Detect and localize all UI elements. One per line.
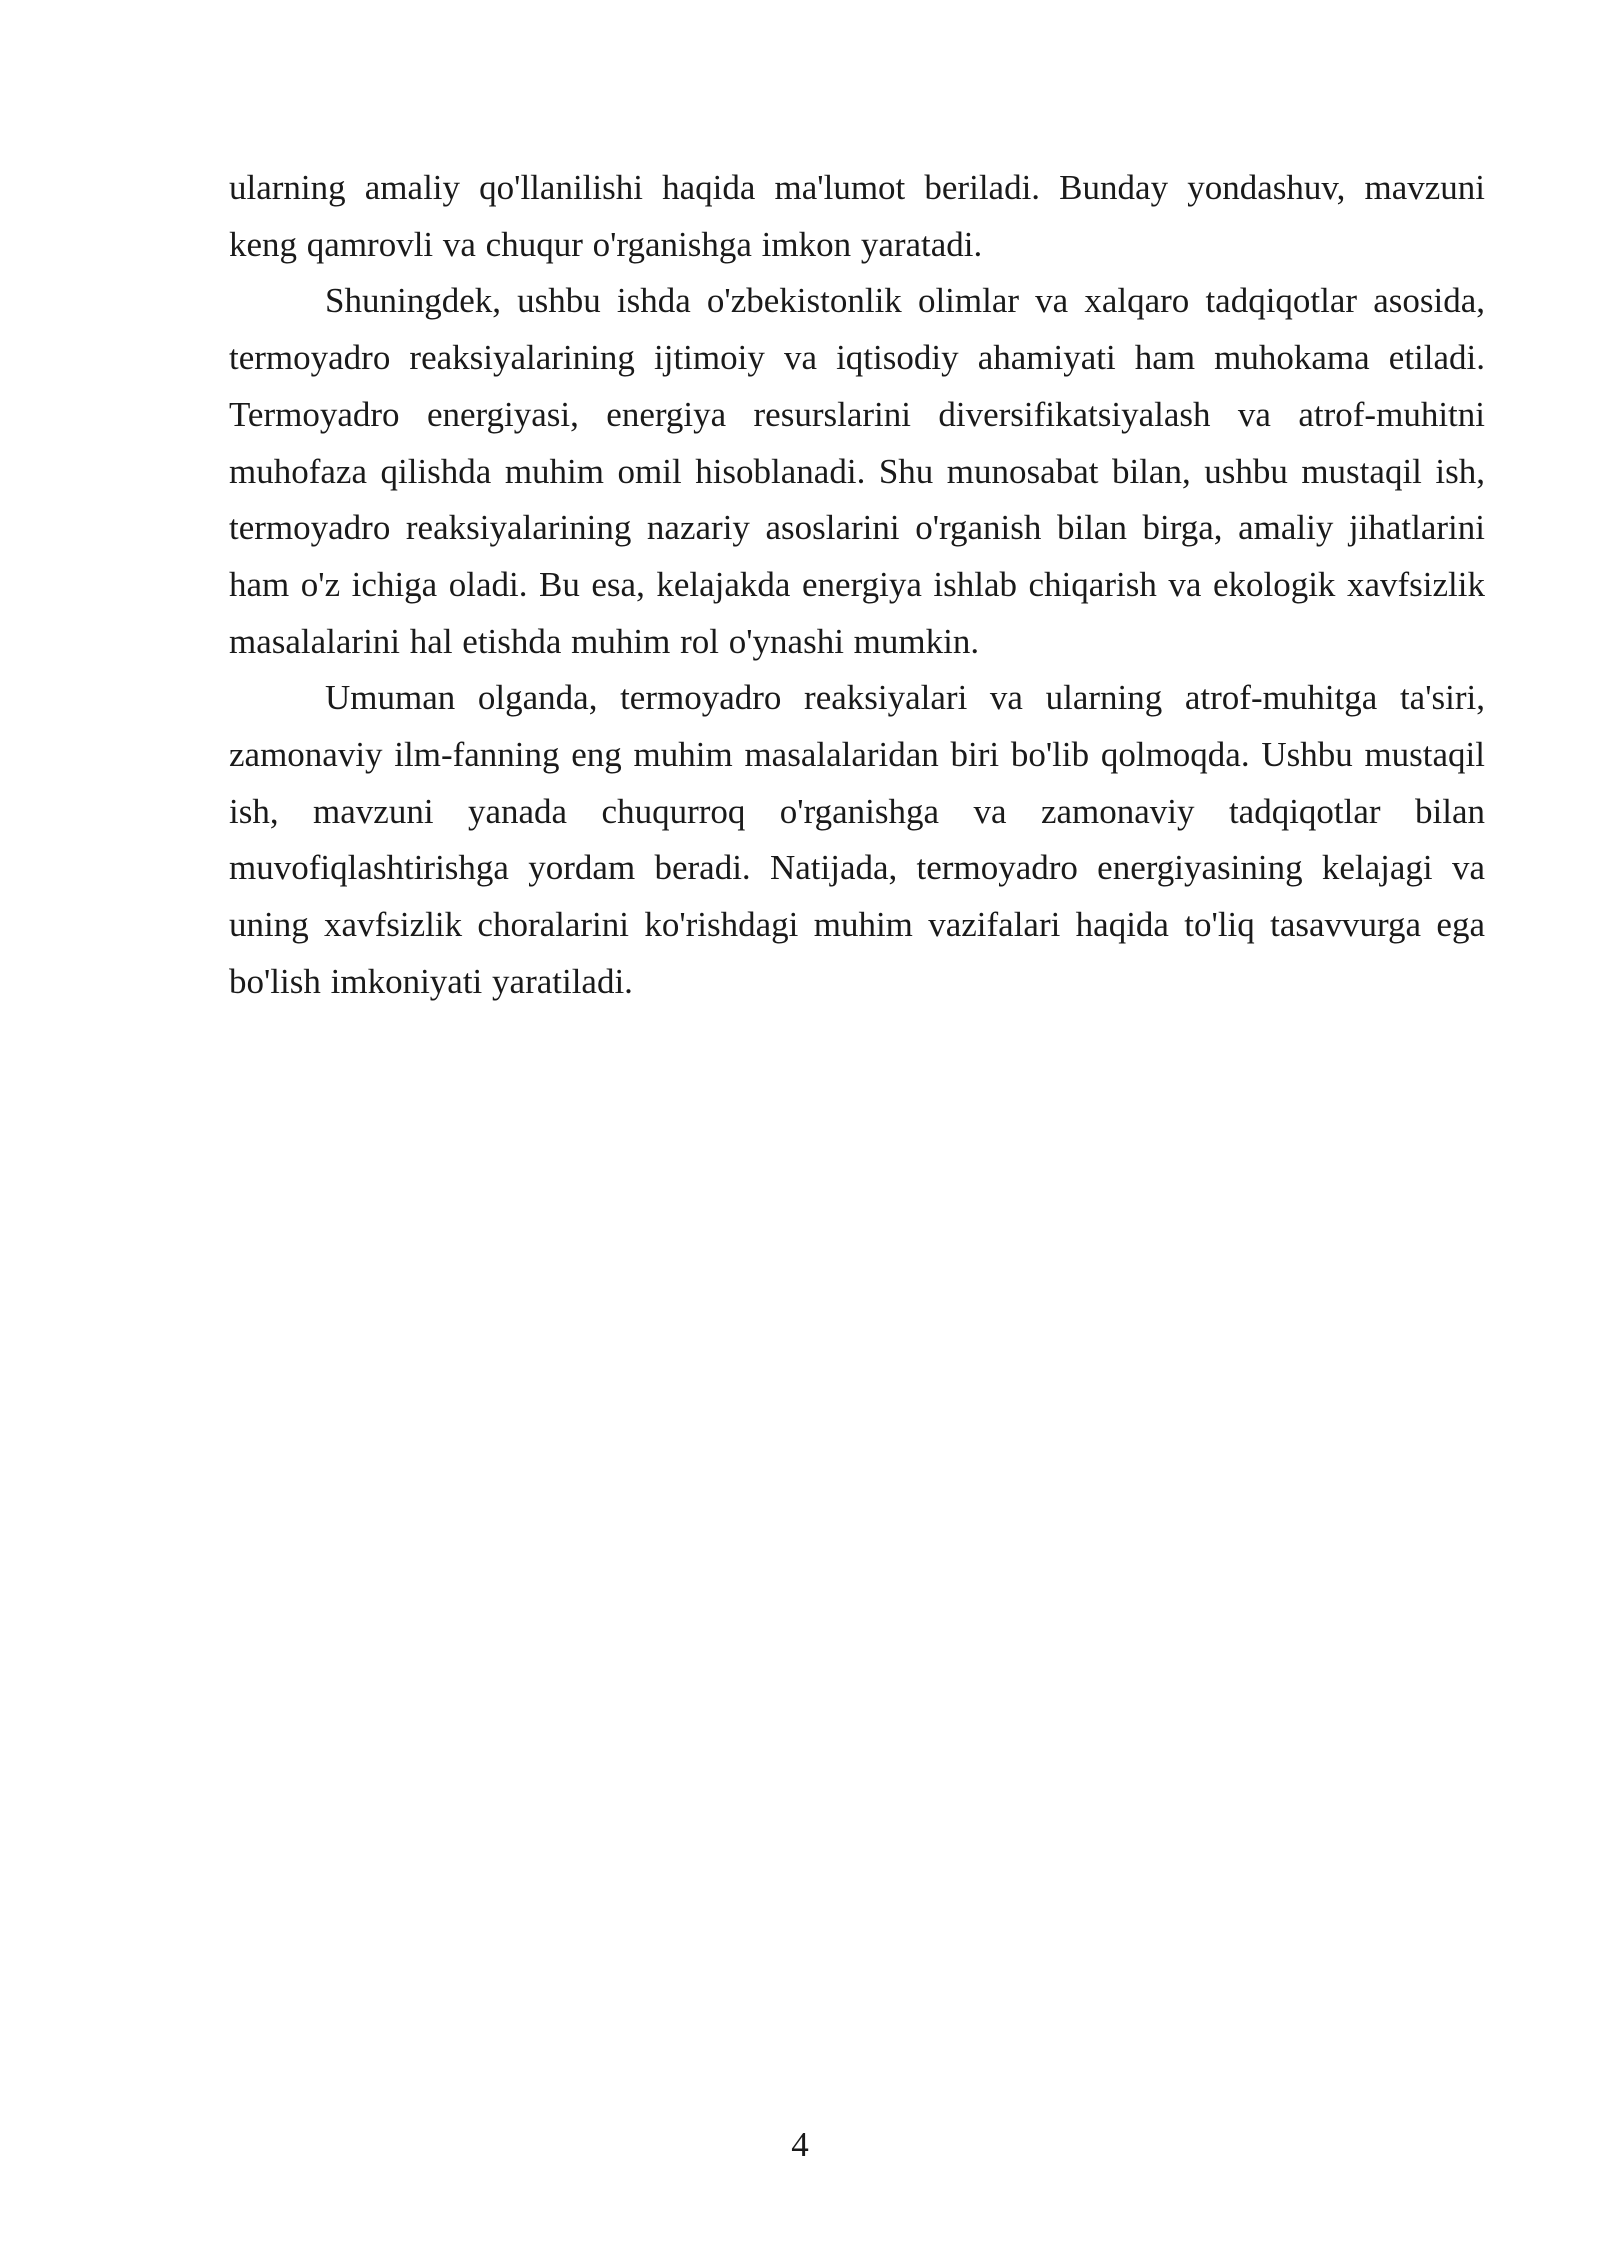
paragraph-conclusion: Umuman olganda, termoyadro reaksiyalari va ularning atrof-muhitga ta'siri, zamonaviy ilm-fanning eng muhim masalalaridan biri bo'lib qolmoqda. Ushbu mustaqil ish, mavzuni yanada chuqurroq o'rganishga va zamonaviy tadqiqotlar bilan muvofiqlashtirishga yordam beradi. Natijada, termoyadro energiyasining kelajagi va uning xavfsizlik choralarini ko'rishdagi muhim vazifalari haqida to'liq tasavvurga ega bo'lish imkoniyati yaratiladi. [229,678,1485,1001]
paragraph-significance: Shuningdek, ushbu ishda o'zbekistonlik olimlar va xalqaro tadqiqotlar asosida, termoyadro reaksiyalarining ijtimoiy va iqtisodiy ahamiyati ham muhokama etiladi. Termoyadro energiyasi, energiya resurslarini diversifikatsiyalash va atrof-muhitni muhofaza qilishda muhim omil hisoblanadi. Shu munosabat bilan, ushbu mustaqil ish, termoyadro reaksiyalarining nazariy asoslarini o'rganish bilan birga, amaliy jihatlarini ham o'z ichiga oladi. Bu esa, kelajakda energiya ishlab chiqarish va ekologik xavfsizlik masalalarini hal etishda muhim rol o'ynashi mumkin. [229,281,1485,661]
page-number: 4 [791,2125,809,2164]
body-text [229,160,1485,1011]
paragraph-continuation: ularning amaliy qo'llanilishi haqida ma'lumot beriladi. Bunday yondashuv, mavzuni keng qamrovli va chuqur o'rganishga imkon yaratadi. [229,168,1485,264]
